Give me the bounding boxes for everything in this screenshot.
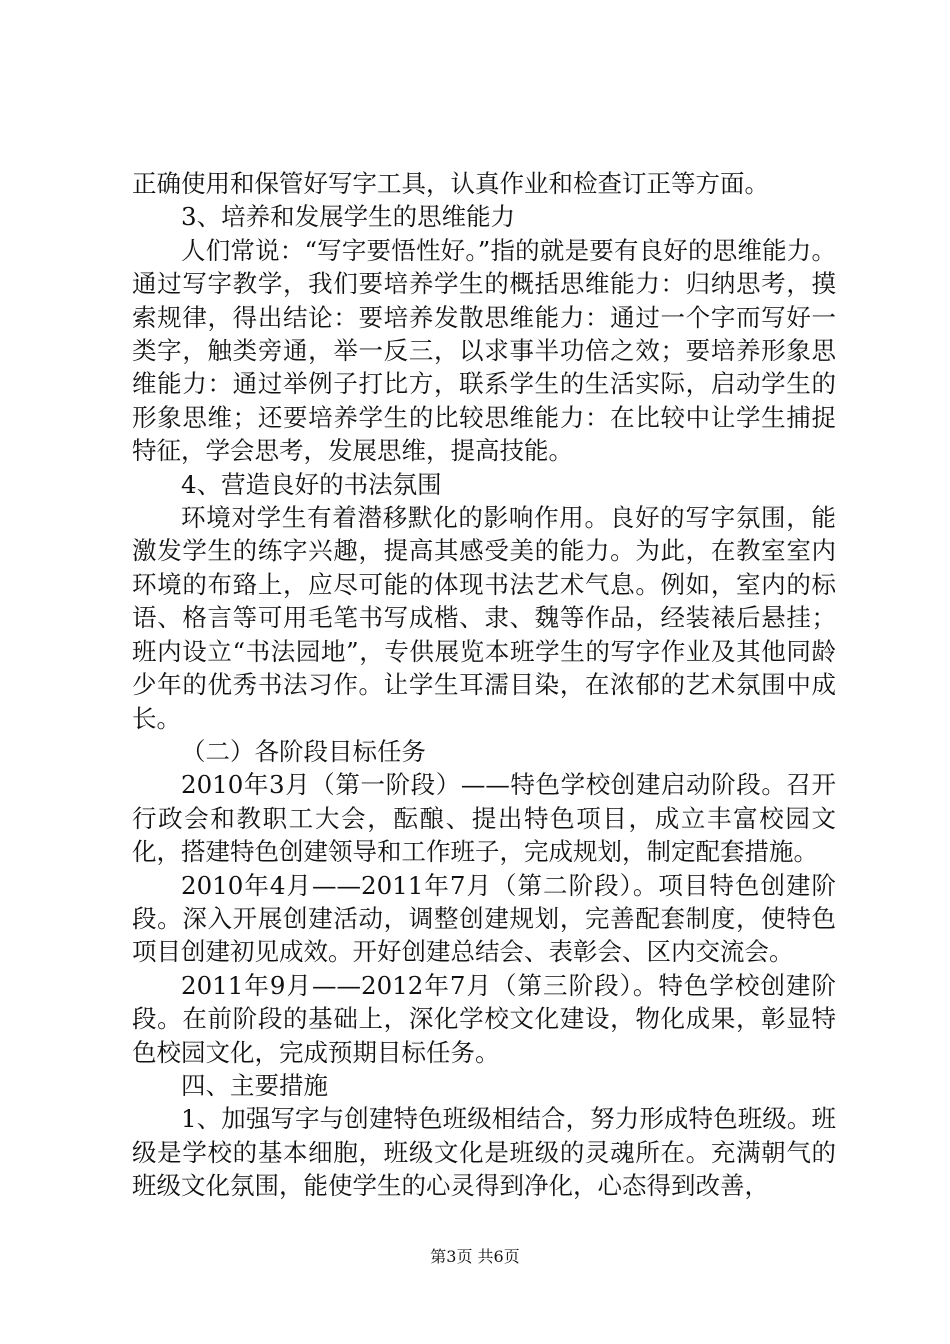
paragraph: 2011年9月——2012年7月（第三阶段）。特色学校创建阶段。在前阶段的基础上，深化学校文化建设，物化成果，彰显特色校园文化，完成预期目标任务。: [132, 970, 836, 1067]
paragraph: 正确使用和保管好写字工具，认真作业和检查订正等方面。: [132, 169, 769, 198]
document-body: [132, 167, 836, 1203]
section-heading: 四、主要措施: [181, 1070, 328, 1100]
paragraph: 2010年4月——2011年7月（第二阶段）。项目特色创建阶段。深入开展创建活动，调整创建规划，完善配套制度，使特色项目创建初见成效。开好创建总结会、表彰会、区内交流会。: [132, 870, 836, 967]
section-heading: 4、营造良好的书法氛围: [181, 469, 442, 499]
section-heading: 3、培养和发展学生的思维能力: [181, 202, 516, 232]
section-heading: （二）各阶段目标任务: [181, 736, 426, 766]
paragraph: 环境对学生有着潜移默化的影响作用。良好的写字氛围，能激发学生的练字兴趣，提高其感受美的能力。为此，在教室室内环境的布臵上，应尽可能的体现书法艺术气息。例如，室内的标语、格言等可用毛笔书写成楷、隶、魏等作品，经装裱后悬挂；班内设立“书法园地”，专供展览本班学生的写字作业及其他同龄少年的优秀书法习作。让学生耳濡目染，在浓郁的艺术氛围中成长。: [132, 503, 836, 733]
paragraph: 1、加强写字与创建特色班级相结合，努力形成特色班级。班级是学校的基本细胞，班级文化是班级的灵魂所在。充满朝气的班级文化氛围，能使学生的心灵得到净化，心态得到改善，: [132, 1104, 836, 1201]
paragraph: 人们常说：“写字要悟性好。”指的就是要有良好的思维能力。通过写字教学，我们要培养学生的概括思维能力：归纳思考，摸索规律，得出结论：要培养发散思维能力：通过一个字而写好一类字，触类旁通，举一反三，以求事半功倍之效；要培养形象思维能力：通过举例子打比方，联系学生的生活实际，启动学生的形象思维；还要培养学生的比较思维能力：在比较中让学生捕捉特征，学会思考，发展思维，提高技能。: [132, 235, 836, 466]
paragraph: 2010年3月（第一阶段）——特色学校创建启动阶段。召开行政会和教职工大会，酝酿、提出特色项目，成立丰富校园文化，搭建特色创建领导和工作班子，完成规划，制定配套措施。: [132, 770, 836, 867]
page-number-footer: 第3页 共6页: [430, 1247, 520, 1266]
